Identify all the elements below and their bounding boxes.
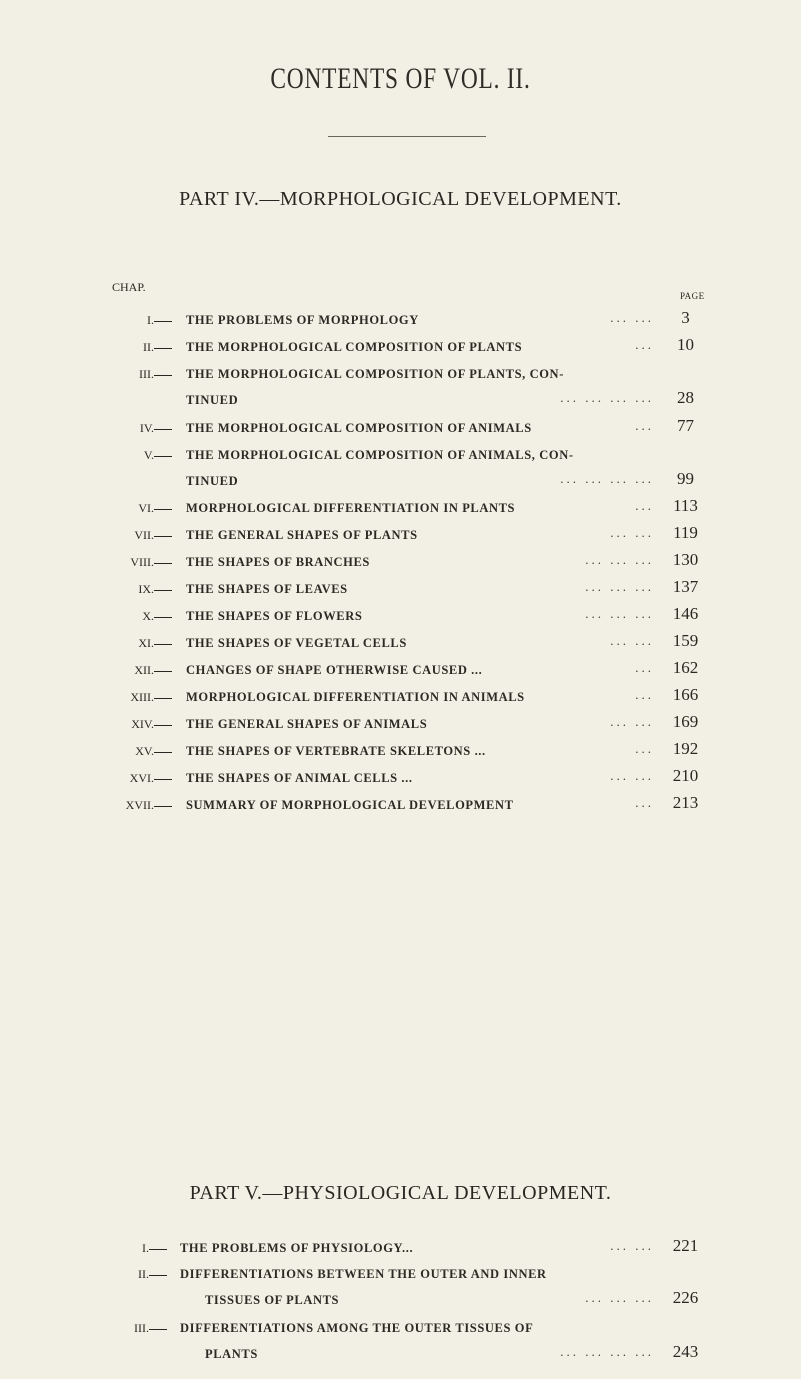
page-number: 169 xyxy=(672,712,699,731)
chapter-title: THE SHAPES OF LEAVES xyxy=(186,582,348,596)
page-number: 77 xyxy=(677,416,694,435)
dot-leader: ... ... ... xyxy=(585,552,654,567)
em-dash xyxy=(154,563,172,564)
chapter-number: VII. xyxy=(134,528,154,542)
chapter-number: XIII. xyxy=(130,690,154,704)
dot-leader: ... xyxy=(635,795,654,810)
chapter-number: V. xyxy=(143,448,154,462)
chapter-title: THE GENERAL SHAPES OF ANIMALS xyxy=(186,717,428,731)
chapter-title: THE SHAPES OF BRANCHES xyxy=(186,555,370,569)
em-dash xyxy=(154,644,172,645)
toc-entry xyxy=(0,335,801,365)
toc-entry xyxy=(0,366,801,407)
chapter-title: MORPHOLOGICAL DIFFERENTIATION IN ANIMALS xyxy=(186,690,525,704)
chapter-title: THE MORPHOLOGICAL COMPOSITION OF ANIMALS, CON- xyxy=(186,448,574,462)
page-number: 137 xyxy=(672,577,699,596)
toc-entry xyxy=(0,416,801,446)
dot-leader: ... xyxy=(635,687,654,702)
page-number: 130 xyxy=(672,550,699,569)
dot-leader: ... ... xyxy=(610,633,654,648)
dot-leader: ... ... xyxy=(610,1238,654,1253)
chapter-number: IX. xyxy=(138,582,154,596)
chapter-number: XII. xyxy=(134,663,154,677)
em-dash xyxy=(149,1329,167,1330)
chapter-title: THE PROBLEMS OF PHYSIOLOGY... xyxy=(180,1241,414,1255)
chapter-title-continued: TINUED xyxy=(186,393,239,407)
page-title: CONTENTS OF VOL. II. xyxy=(270,62,531,95)
title-rule xyxy=(328,136,486,137)
chapter-title: CHANGES OF SHAPE OTHERWISE CAUSED ... xyxy=(186,663,483,677)
chapter-number: XVI. xyxy=(129,771,154,785)
chapter-title: THE MORPHOLOGICAL COMPOSITION OF PLANTS, CON- xyxy=(186,367,564,381)
page-number: 10 xyxy=(677,335,694,354)
em-dash xyxy=(154,698,172,699)
dot-leader: ... ... ... xyxy=(585,1290,654,1305)
page-label: PAGE xyxy=(680,291,705,301)
chapter-title: THE MORPHOLOGICAL COMPOSITION OF ANIMALS xyxy=(186,421,532,435)
page-number: 3 xyxy=(681,308,690,327)
dot-leader: ... ... xyxy=(610,768,654,783)
chapter-title: THE GENERAL SHAPES OF PLANTS xyxy=(186,528,418,542)
page-number: 243 xyxy=(672,1342,699,1361)
chapter-number: XV. xyxy=(135,744,154,758)
page-number: 99 xyxy=(677,469,694,488)
em-dash xyxy=(154,429,172,430)
page-number: 28 xyxy=(677,388,694,407)
chapter-number: II. xyxy=(138,1267,149,1281)
dot-leader: ... ... xyxy=(610,310,654,325)
chapter-title: SUMMARY OF MORPHOLOGICAL DEVELOPMENT xyxy=(186,798,514,812)
em-dash xyxy=(154,671,172,672)
em-dash xyxy=(149,1275,167,1276)
dot-leader: ... ... ... ... xyxy=(560,471,654,486)
chapter-number: III. xyxy=(134,1321,149,1335)
em-dash xyxy=(154,806,172,807)
chapter-title: THE MORPHOLOGICAL COMPOSITION OF PLANTS xyxy=(186,340,523,354)
em-dash xyxy=(154,779,172,780)
toc-entry xyxy=(0,1320,801,1361)
part-iv-heading: PART IV.—MORPHOLOGICAL DEVELOPMENT. xyxy=(179,188,622,210)
page-number: 159 xyxy=(672,631,699,650)
dot-leader: ... xyxy=(635,337,654,352)
page-number: 226 xyxy=(672,1288,699,1307)
dot-leader: ... xyxy=(635,660,654,675)
chapter-number: XIV. xyxy=(131,717,154,731)
dot-leader: ... xyxy=(635,418,654,433)
page-number: 119 xyxy=(673,523,698,542)
dot-leader: ... xyxy=(635,498,654,513)
toc-entry xyxy=(0,1266,801,1307)
dot-leader: ... ... xyxy=(610,525,654,540)
chapter-number: X. xyxy=(142,609,154,623)
page-number: 113 xyxy=(673,496,698,515)
chapter-title-continued: TISSUES OF PLANTS xyxy=(205,1293,340,1307)
em-dash xyxy=(154,590,172,591)
dot-leader: ... ... xyxy=(610,714,654,729)
chapter-number: XVII. xyxy=(125,798,154,812)
page-number: 213 xyxy=(672,793,699,812)
chapter-number: II. xyxy=(143,340,154,354)
chapter-title: THE PROBLEMS OF MORPHOLOGY xyxy=(186,313,419,327)
page-number: 192 xyxy=(672,739,699,758)
chapter-title: DIFFERENTIATIONS BETWEEN THE OUTER AND INNER xyxy=(180,1267,547,1281)
chapter-number: I. xyxy=(142,1241,149,1255)
em-dash xyxy=(154,752,172,753)
page-number: 146 xyxy=(672,604,699,623)
chapter-number: VIII. xyxy=(130,555,154,569)
chapter-title-continued: TINUED xyxy=(186,474,239,488)
chapter-title: THE SHAPES OF ANIMAL CELLS ... xyxy=(186,771,413,785)
chapter-title-continued: PLANTS xyxy=(205,1347,258,1361)
dot-leader: ... ... ... ... xyxy=(560,390,654,405)
toc-entry xyxy=(0,447,801,488)
chapter-title: THE SHAPES OF VERTEBRATE SKELETONS ... xyxy=(186,744,486,758)
chapter-number: I. xyxy=(147,313,154,327)
dot-leader: ... xyxy=(635,741,654,756)
em-dash xyxy=(154,348,172,349)
chapter-number: IV. xyxy=(139,421,154,435)
page-number: 221 xyxy=(672,1236,699,1255)
em-dash xyxy=(154,321,172,322)
chapter-number: XI. xyxy=(138,636,154,650)
dot-leader: ... ... ... ... xyxy=(560,1344,654,1359)
chapter-title: DIFFERENTIATIONS AMONG THE OUTER TISSUES OF xyxy=(180,1321,534,1335)
chapter-number: VI. xyxy=(138,501,154,515)
chapter-title: THE SHAPES OF FLOWERS xyxy=(186,609,363,623)
em-dash xyxy=(154,375,172,376)
em-dash xyxy=(154,536,172,537)
page-number: 166 xyxy=(672,685,699,704)
em-dash xyxy=(154,725,172,726)
chapter-number: III. xyxy=(139,367,154,381)
em-dash xyxy=(154,456,172,457)
toc-entry xyxy=(0,1236,801,1266)
toc-entry xyxy=(0,793,801,823)
dot-leader: ... ... ... xyxy=(585,606,654,621)
chapter-title: THE SHAPES OF VEGETAL CELLS xyxy=(186,636,407,650)
dot-leader: ... ... ... xyxy=(585,579,654,594)
em-dash xyxy=(154,617,172,618)
part-v-heading: PART V.—PHYSIOLOGICAL DEVELOPMENT. xyxy=(189,1182,612,1204)
chapter-title: MORPHOLOGICAL DIFFERENTIATION IN PLANTS xyxy=(186,501,516,515)
chap-label: CHAP. xyxy=(112,280,146,294)
page-number: 210 xyxy=(672,766,699,785)
em-dash xyxy=(154,509,172,510)
page-number: 162 xyxy=(672,658,699,677)
em-dash xyxy=(149,1249,167,1250)
